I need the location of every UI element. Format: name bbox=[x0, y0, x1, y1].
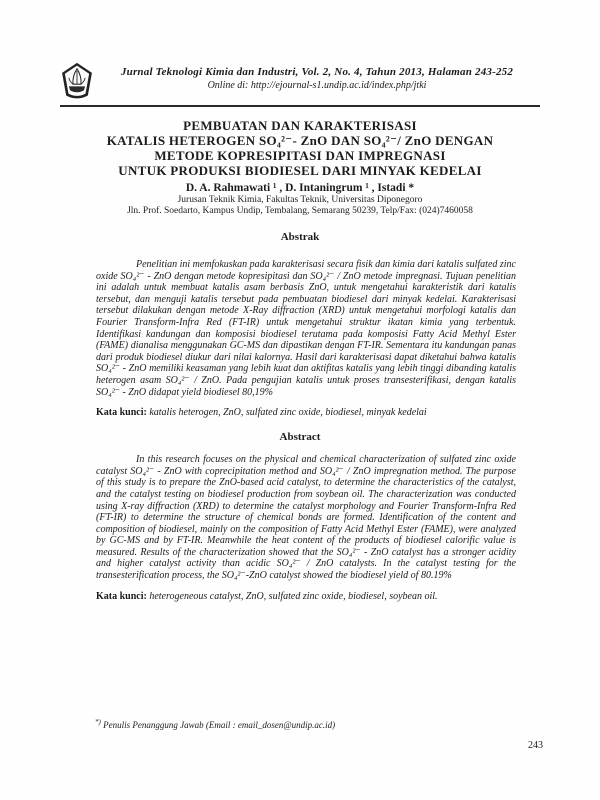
paper-title-line-4: UNTUK PRODUKSI BIODIESEL DARI MINYAK KEDELAI bbox=[118, 163, 482, 178]
abstract-id-keywords bbox=[96, 407, 516, 419]
corresponding-author-footnote bbox=[95, 718, 335, 730]
journal-url-line: Online di: http://ejournal-s1.undip.ac.id/index.php/jtki bbox=[207, 80, 427, 91]
paper-title bbox=[60, 118, 540, 178]
header-divider bbox=[60, 105, 540, 107]
abstract-en-body: In this research focuses on the physical and chemical characterization of sulfated zinc oxide catalyst SO₄²⁻ - ZnO with coprecipitation method and SO₄²⁻ / ZnO impregnation method. The purpose of this study is to prepare the ZnO-based acid catalyst, to determine the characteristics of the catalyst, and the catalyst testing on biodiesel production from soybean oil. The characterization was conducted using X-ray diffraction (XRD) to determine the catalyst morphology and Fourier Transform-Infra Red (FT-IR) to determine the structure of chemical bonds are formed. Identification of the content and composition of biodiesel, mainly on the composition of Fatty Acid Methyl Ester (FAME), were analyzed by GC-MS and by FT-IR. Meanwhile the heat content of the products of biodiesel calorific value is measured. Results of the characterization showed that the SO₄²⁻ - ZnO catalyst has a stronger acidity and higher catalyst activity than acidic SO₄²⁻ / ZnO catalysts. In the catalyst testing for the transesterification process, the SO₄²⁻-ZnO catalyst showed the biodiesel yield of 80.19% bbox=[96, 454, 516, 582]
keywords-en-label: Kata kunci: bbox=[96, 590, 147, 602]
keywords-id-text: katalis heterogen, ZnO, sulfated zinc oxide, biodiesel, minyak kedelai bbox=[146, 407, 427, 419]
university-emblem-icon bbox=[60, 62, 94, 100]
footnote-marker: *) bbox=[95, 718, 101, 726]
paper-title-line-2: KATALIS HETEROGEN SO₄²⁻- ZnO DAN SO₄²⁻/ ZnO DENGAN bbox=[106, 133, 494, 148]
journal-header bbox=[60, 62, 540, 100]
footnote-text: Penulis Penanggung Jawab (Email : email_dosen@undip.ac.id) bbox=[100, 720, 336, 730]
journal-title-line: Jurnal Teknologi Kimia dan Industri, Vol. 2, No. 4, Tahun 2013, Halaman 243-252 bbox=[120, 66, 514, 78]
paper-title-line-3: METODE KOPRESIPITASI DAN IMPREGNASI bbox=[154, 148, 446, 163]
abstract-en-heading: Abstract bbox=[279, 431, 321, 444]
keywords-id-label: Kata kunci: bbox=[96, 407, 147, 419]
journal-header-text bbox=[94, 62, 540, 92]
keywords-en-text: heterogeneous catalyst, ZnO, sulfated zinc oxide, biodiesel, soybean oil. bbox=[146, 590, 438, 602]
abstract-id-heading: Abstrak bbox=[280, 231, 320, 243]
abstract-en-keywords bbox=[96, 591, 516, 603]
paper-title-line-1: PEMBUATAN DAN KARAKTERISASI bbox=[183, 118, 417, 133]
affiliation-line: Jurusan Teknik Kimia, Fakultas Teknik, Universitas Diponegoro bbox=[177, 195, 423, 205]
page-number: 243 bbox=[528, 740, 543, 751]
abstract-id-body: Penelitian ini memfokuskan pada karakterisasi secara fisik dan kimia dari katalis sulfated zinc oxide SO₄²⁻ - ZnO dengan metode kopresipitasi dan SO₄²⁻ / ZnO metode impregnasi. Tujuan penelitian ini adalah untuk membuat katalis asam berbasis ZnO, untuk mengetahui karakteristik dari katalis tersebut, dan menguji katalis tersebut pada pembuatan biodiesel dari minyak kedelai. Karakterisasi tersebut dilakukan dengan metode X-Ray diffraction (XRD) untuk mengetahui morfologi katalis dan Fourier Transform-Infra Red (FT-IR) untuk mengetahui struktur ikatan kimia yang terbentuk. Identifikasi kandungan dan komposisi biodiesel terutama pada komposisi Fatty Acid Methyl Ester (FAME) dianalisa menggunakan GC-MS dan dipastikan dengan FT-IR. Sementara itu kandungan panas dari produk biodiesel diukur dari nilai kalornya. Hasil dari karakterisasi dapat diketahui bahwa katalis SO₄²⁻ - ZnO memiliki keasaman yang lebih kuat dan aktifitas katalis yang lebih tinggi dibanding katalis heterogen asam SO₄²⁻ / ZnO. Pada pengujian katalis untuk proses transesterifikasi, dengan katalis SO₄²⁻ - ZnO didapat yield biodiesel 80,19% bbox=[96, 259, 516, 398]
authors-line: D. A. Rahmawati ¹ , D. Intaningrum ¹ , Istadi * bbox=[185, 182, 415, 194]
address-line: Jln. Prof. Soedarto, Kampus Undip, Tembalang, Semarang 50239, Telp/Fax: (024)7460058 bbox=[127, 206, 473, 216]
